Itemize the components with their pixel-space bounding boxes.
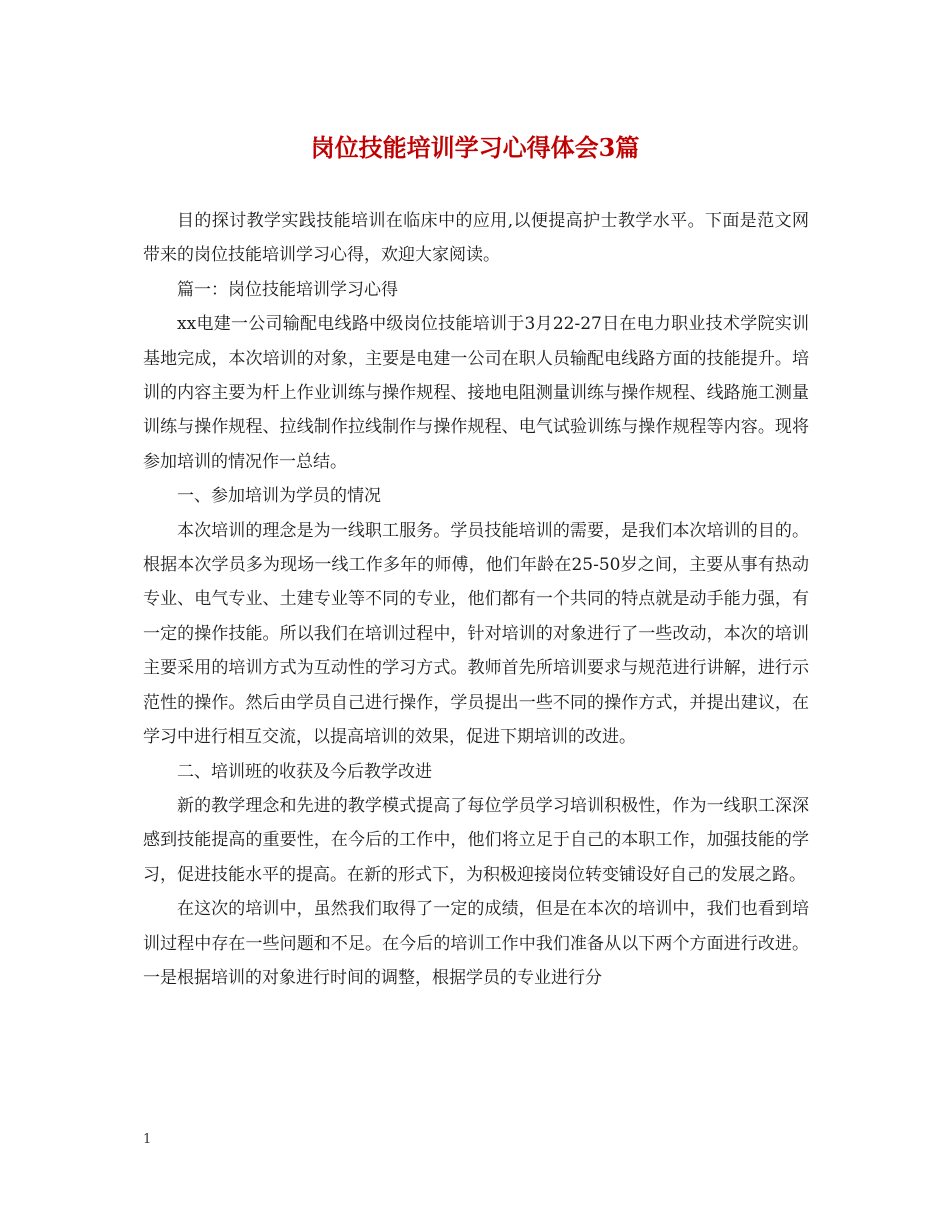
paragraph-intro: 目的探讨教学实践技能培训在临床中的应用,以便提高护士教学水平。下面是范文网带来的岗位技能培训学习心得，欢迎大家阅读。	[143, 211, 809, 266]
page-number: 1	[143, 1132, 152, 1147]
paragraph-training-overview: xx电建一公司输配电线路中级岗位技能培训于3月22-27日在电力职业技术学院实训基地完成，本次培训的对象，主要是电建一公司在职人员输配电线路方面的技能提升。培训的内容主要为杆上作业训练与操作规程、接地电阻测量训练与操作规程、线路施工测量训练与操作规程、拉线制作拉线制作与操作规程、电气试验训练与操作规程等内容。现将参加培训的情况作一总结。	[143, 314, 809, 472]
section-heading-part-one: 篇一：岗位技能培训学习心得	[177, 279, 398, 300]
section-heading-gains-improvements: 二、培训班的收获及今后教学改进	[177, 761, 432, 782]
paragraph-training-philosophy: 本次培训的理念是为一线职工服务。学员技能培训的需要，是我们本次培训的目的。根据本次学员多为现场一线工作多年的师傅，他们年龄在25-50岁之间，主要从事有热动专业、电气专业、土建专业等不同的专业，他们都有一个共同的特点就是动手能力强，有一定的操作技能。所以我们在培训过程中，针对培训的对象进行了一些改动，本次的培训主要采用的培训方式为互动性的学习方式。教师首先所培训要求与规范进行讲解，进行示范性的操作。然后由学员自己进行操作，学员提出一些不同的操作方式，并提出建议，在学习中进行相互交流，以提高培训的效果，促进下期培训的改进。	[143, 520, 809, 748]
section-heading-trainee-situation: 一、参加培训为学员的情况	[177, 486, 381, 507]
document-title: 岗位技能培训学习心得体会3篇	[310, 133, 640, 162]
document-body	[143, 204, 809, 995]
paragraph-problems-and-improvements: 在这次的培训中，虽然我们取得了一定的成绩，但是在本次的培训中，我们也看到培训过程中存在一些问题和不足。在今后的培训工作中我们准备从以下两个方面进行改进。一是根据培训的对象进行时间的调整，根据学员的专业进行分	[143, 899, 809, 988]
paragraph-new-teaching-concept: 新的教学理念和先进的教学模式提高了每位学员学习培训积极性，作为一线职工深深感到技能提高的重要性，在今后的工作中，他们将立足于自己的本职工作，加强技能的学习，促进技能水平的提高。在新的形式下，为积极迎接岗位转变铺设好自己的发展之路。	[143, 795, 809, 885]
